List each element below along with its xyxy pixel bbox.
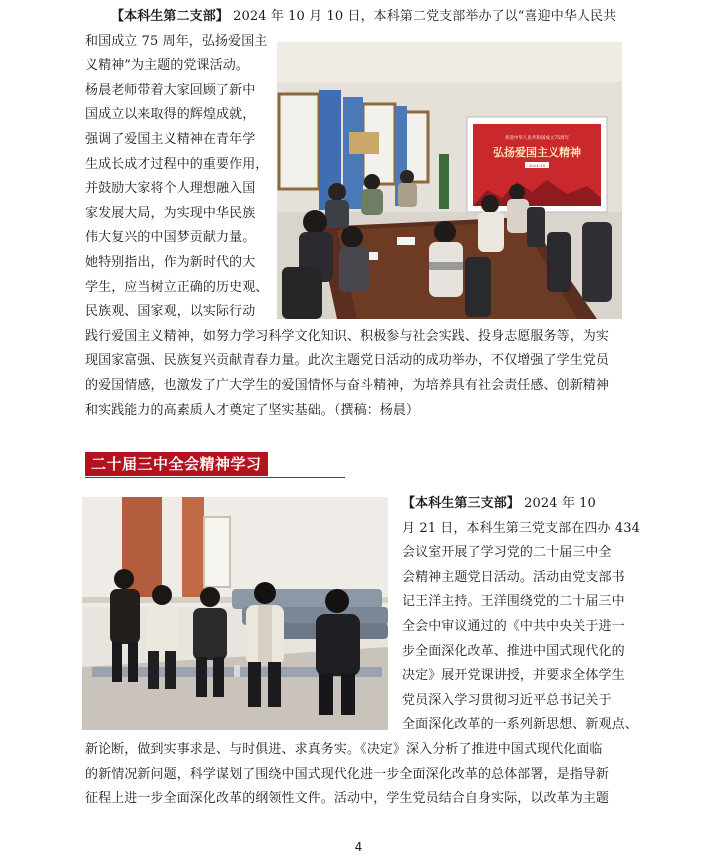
page-number: 4 [354, 840, 363, 854]
meeting-room-photo [277, 42, 622, 319]
section2-line-6: 步全面深化改革、推进中国式现代化的 [402, 643, 625, 659]
section1-line-0: 【本科生第二支部】 2024 年 10 月 10 日，本科第二党支部举办了以“喜迎中华人民共 [111, 9, 617, 24]
section2-line-2: 会议室开展了学习党的二十届三中全 [402, 545, 612, 561]
section-heading: 二十届三中全会精神学习 [85, 452, 268, 476]
branch-tag: 【本科生第二支部】 [111, 9, 229, 24]
section2-line-12: 征程上进一步全面深化改革的纲领性文件。活动中，学生党员结合自身实际，以改革为主题 [85, 791, 610, 807]
section2-line-0: 【本科生第三支部】 2024 年 10 [402, 496, 596, 511]
slide-date: 2024.10 [528, 163, 546, 168]
section1-line-8: 家发展大局，为实现中华民族 [85, 205, 256, 221]
section1-line-12: 民族观、国家观，以实际行动 [85, 304, 256, 320]
section1-line-6: 生成长成才过程中的重要作用， [85, 156, 269, 172]
section1-line-5: 强调了爱国主义精神在青年学 [85, 131, 256, 147]
section1-line-15: 的爱国情感，也激发了广大学生的爱国情怀与奋斗精神，为培养具有社会责任感、创新精神 [85, 377, 610, 393]
section1-line-1: 和国成立 75 周年，弘扬爱国主 [85, 33, 268, 49]
section2-line-7: 决定》展开党课讲授，并要求全体学生 [402, 668, 625, 684]
section1-line-3: 杨晨老师带着大家回顾了新中 [85, 82, 256, 98]
section2-line-3: 会精神主题党日活动。活动由党支部书 [402, 569, 625, 585]
section1-line-4: 国成立以来取得的辉煌成就， [85, 107, 256, 123]
section2-line-10: 新论断，做到实事求是、与时俱进、求真务实。《决定》深入分析了推进中国式现代化面临 [85, 741, 603, 757]
heading-underline [85, 477, 345, 478]
section2-line-1: 月 21 日，本科生第三党支部在四办 434 [402, 520, 640, 536]
section1-line-11: 学生，应当树立正确的历史观、 [85, 279, 269, 295]
section2-line-9: 全面深化改革的一系列新思想、新观点、 [402, 717, 638, 733]
section1-line-10: 她特别指出，作为新时代的大 [85, 254, 256, 270]
section2-text [85, 492, 640, 812]
section1-line-2: 义精神”为主题的党课活动。 [85, 58, 249, 74]
section1-line-14: 现国家富强、民族复兴贡献青春力量。此次主题党日活动的成功举办，不仅增强了学生党员 [85, 353, 610, 369]
section2-line-4: 记王洋主持。王洋围绕党的二十届三中 [402, 594, 625, 610]
section2-line-5: 全会中审议通过的《中共中央关于进一 [402, 618, 625, 634]
section2-line-8: 党员深入学习贯彻习近平总书记关于 [402, 692, 612, 708]
branch-tag-2: 【本科生第三支部】 [402, 496, 520, 511]
slide-title: 弘扬爱国主义精神 [493, 146, 581, 159]
section1-line-7: 并鼓励大家将个人理想融入国 [85, 181, 256, 197]
section2-line-11: 的新情况新问题，科学谋划了围绕中国式现代化进一步全面深化改革的总体部署，是指导新 [85, 766, 610, 782]
slide-subtitle: 喜迎中华人民共和国成立75周年 [504, 136, 570, 141]
section1-line-9: 伟大复兴的中国梦贡献力量。 [85, 230, 256, 246]
section1-line-16: 和实践能力的高素质人才奠定了坚实基础。（撰稿：杨晨） [85, 402, 420, 418]
section1-line-13: 践行爱国主义精神，如努力学习科学文化知识、积极参与社会实践、投身志愿服务等，为实 [85, 328, 610, 344]
